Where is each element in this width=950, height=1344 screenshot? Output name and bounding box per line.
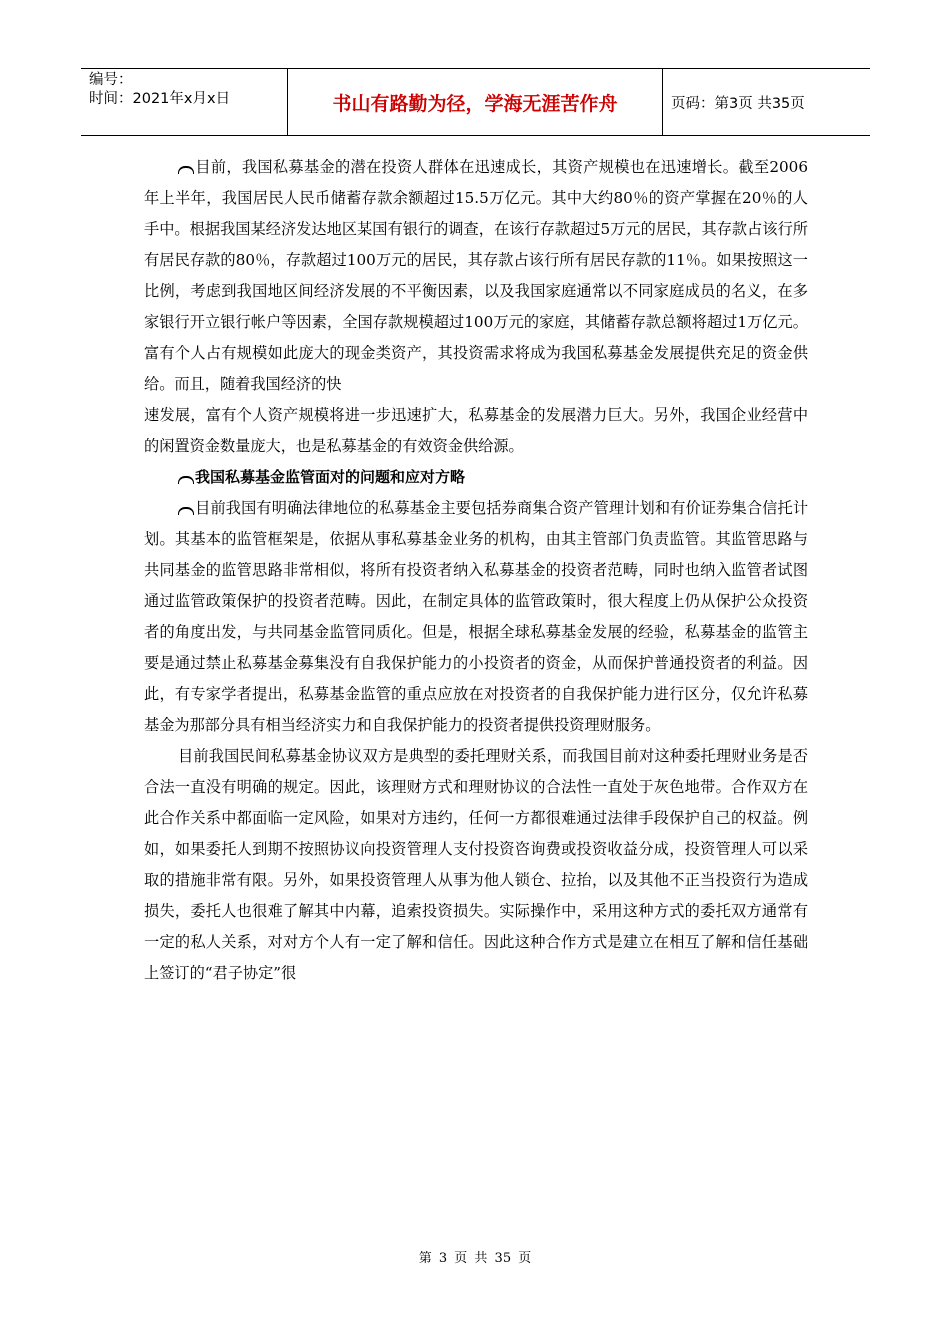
paragraph-2: 速发展，富有个人资产规模将进一步迅速扩大，私募基金的发展潜力巨大。另外，我国企业经营中的闲置资金数量庞大，也是私募基金的有效资金供给源。 [144,406,808,455]
heading-marker-icon [178,507,194,515]
number-label: 编号： [89,72,133,88]
paragraph-4: 目前我国民间私募基金协议双方是典型的委托理财关系，而我国目前对这种委托理财业务是否合法一直没有明确的规定。因此，该理财方式和理财协议的合法性一直处于灰色地带。合作双方在此合作关系中都面临一定风险，如果对方违约，任何一方都很难通过法律手段保护自己的权益。例如，如果委托人到期不按照协议向投资管理人支付投资咨询费或投资收益分成，投资管理人可以采取的措施非常有限。另外，如果投资管理人从事为他人锁仓、拉抬，以及其他不正当投资行为造成损失，委托人也很难了解其中内幕，追索投资损失。实际操作中，采用这种方式的委托双方通常有一定的私人关系，对对方个人有一定了解和信任。因此这种合作方式是建立在相互了解和信任基础上签订的“君子协定”很 [144,747,808,982]
document-body [144,152,808,989]
header-motto: 书山有路勤为径，学海无涯苦作舟 [288,69,663,136]
header-page-label: 页码：第3页 共35页 [663,69,871,136]
section-heading: 我国私募基金监管面对的问题和应对方略 [144,462,808,493]
document-header [81,68,870,136]
header-meta [81,69,288,136]
time-label: 时间：2021年x月x日 [89,91,231,107]
paragraph-1: 目前，我国私募基金的潜在投资人群体在迅速成长，其资产规模也在迅速增长。截至2006年上半年，我国居民人民币储蓄存款余额超过15.5万亿元。其中大约80％的资产掌握在20％的人手中。根据我国某经济发达地区某国有银行的调查，在该行存款超过5万元的居民，其存款占该行所有居民存款的80％，存款超过100万元的居民，其存款占该行所有居民存款的11％。如果按照这一比例，考虑到我国地区间经济发展的不平衡因素，以及我国家庭通常以不同家庭成员的名义，在多家银行开立银行帐户等因素，全国存款规模超过100万元的家庭，其储蓄存款总额将超过1万亿元。富有个人占有规模如此庞大的现金类资产，其投资需求将成为我国私募基金发展提供充足的资金供给。而且，随着我国经济的快 [144,158,808,393]
page-footer: 第 3 页 共 35 页 [418,1251,532,1266]
paragraph-3: 目前我国有明确法律地位的私募基金主要包括券商集合资产管理计划和有价证券集合信托计划。其基本的监管框架是，依据从事私募基金业务的机构，由其主管部门负责监管。其监管思路与共同基金的监管思路非常相似，将所有投资者纳入私募基金的投资者范畴，同时也纳入监管者试图通过监管政策保护的投资者范畴。因此，在制定具体的监管政策时，很大程度上仍从保护公众投资者的角度出发，与共同基金监管同质化。但是，根据全球私募基金发展的经验，私募基金的监管主要是通过禁止私募基金募集没有自我保护能力的小投资者的资金，从而保护普通投资者的利益。因此，有专家学者提出，私募基金监管的重点应放在对投资者的自我保护能力进行区分，仅允许私募基金为那部分具有相当经济实力和自我保护能力的投资者提供投资理财服务。 [144,499,808,734]
heading-marker-icon [178,166,194,174]
heading-marker-icon [178,476,194,484]
